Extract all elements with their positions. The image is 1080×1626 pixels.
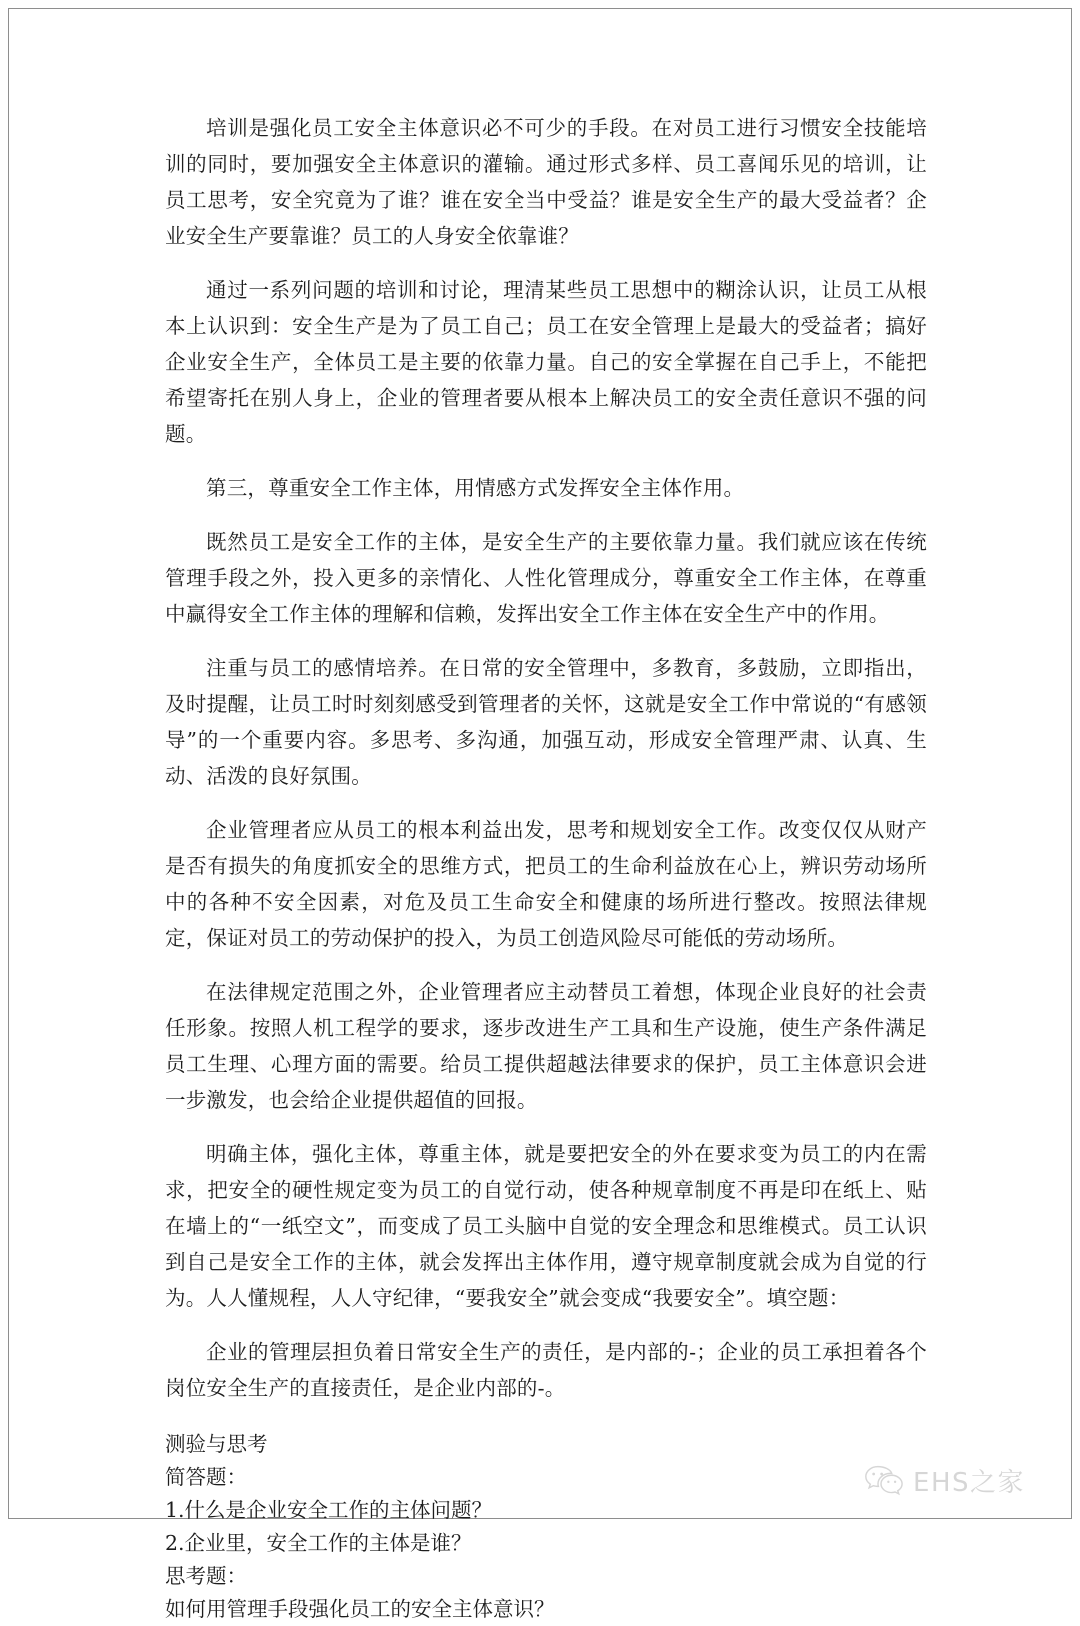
short-answer-item-2: 2.企业里，安全工作的主体是谁？ — [165, 1531, 472, 1555]
watermark — [864, 1462, 1025, 1499]
paragraph-4: 既然员工是安全工作的主体，是安全生产的主要依靠力量。我们就应该在传统管理手段之外，投入更多的亲情化、人性化管理成分，尊重安全工作主体，在尊重中赢得安全工作主体的理解和信赖，发挥出安全工作主体在安全生产中的作用。 — [165, 530, 927, 626]
paragraph-3: 第三，尊重安全工作主体，用情感方式发挥安全主体作用。 — [206, 476, 745, 500]
paragraph-5: 注重与员工的感情培养。在日常的安全管理中，多教育，多鼓励，立即指出，及时提醒，让员工时时刻刻感受到管理者的关怀，这就是安全工作中常说的“有感领导”的一个重要内容。多思考、多沟通，加强互动，形成安全管理严肃、认真、生动、活泼的良好氛围。 — [165, 656, 927, 788]
paragraph-1: 培训是强化员工安全主体意识必不可少的手段。在对员工进行习惯安全技能培训的同时，要加强安全主体意识的灌输。通过形式多样、员工喜闻乐见的培训，让员工思考，安全究竟为了谁？谁在安全当中受益？谁是安全生产的最大受益者？企业安全生产要靠谁？员工的人身安全依靠谁？ — [165, 116, 927, 248]
short-answer-label: 简答题： — [165, 1465, 247, 1489]
thinking-label: 思考题： — [165, 1564, 247, 1588]
watermark-text: EHS之家 — [913, 1468, 1025, 1498]
paragraph-9-fill-in-blank: 企业的管理层担负着日常安全生产的责任，是内部的-；企业的员工承担着各个岗位安全生产的直接责任，是企业内部的-。 — [165, 1340, 927, 1400]
paragraph-6: 企业管理者应从员工的根本利益出发，思考和规划安全工作。改变仅仅从财产是否有损失的角度抓安全的思维方式，把员工的生命利益放在心上，辨识劳动场所中的各种不安全因素，对危及员工生命安全和健康的场所进行整改。按照法律规定，保证对员工的劳动保护的投入，为员工创造风险尽可能低的劳动场所。 — [165, 818, 927, 950]
quiz-section-title: 测验与思考 — [165, 1432, 268, 1456]
paragraph-7: 在法律规定范围之外，企业管理者应主动替员工着想，体现企业良好的社会责任形象。按照人机工程学的要求，逐步改进生产工具和生产设施，使生产条件满足员工生理、心理方面的需要。给员工提供超越法律要求的保护，员工主体意识会进一步激发，也会给企业提供超值的回报。 — [165, 980, 927, 1112]
paragraph-8: 明确主体，强化主体，尊重主体，就是要把安全的外在要求变为员工的内在需求，把安全的硬性规定变为员工的自觉行动，使各种规章制度不再是印在纸上、贴在墙上的“一纸空文”，而变成了员工头脑中自觉的安全理念和思维模式。员工认识到自己是安全工作的主体，就会发挥出主体作用，遵守规章制度就会成为自觉的行为。人人懂规程，人人守纪律，“要我安全”就会变成“我要安全”。填空题： — [165, 1142, 927, 1310]
thinking-item-1: 如何用管理手段强化员工的安全主体意识？ — [165, 1597, 555, 1621]
document-body — [165, 110, 927, 1626]
wechat-icon — [864, 1464, 904, 1498]
short-answer-item-1: 1.什么是企业安全工作的主体问题？ — [165, 1498, 493, 1522]
quiz-section — [165, 1428, 927, 1626]
paragraph-2: 通过一系列问题的培训和讨论，理清某些员工思想中的糊涂认识，让员工从根本上认识到：安全生产是为了员工自己；员工在安全管理上是最大的受益者；搞好企业安全生产，全体员工是主要的依靠力量。自己的安全掌握在自己手上，不能把希望寄托在别人身上，企业的管理者要从根本上解决员工的安全责任意识不强的问题。 — [165, 278, 927, 446]
